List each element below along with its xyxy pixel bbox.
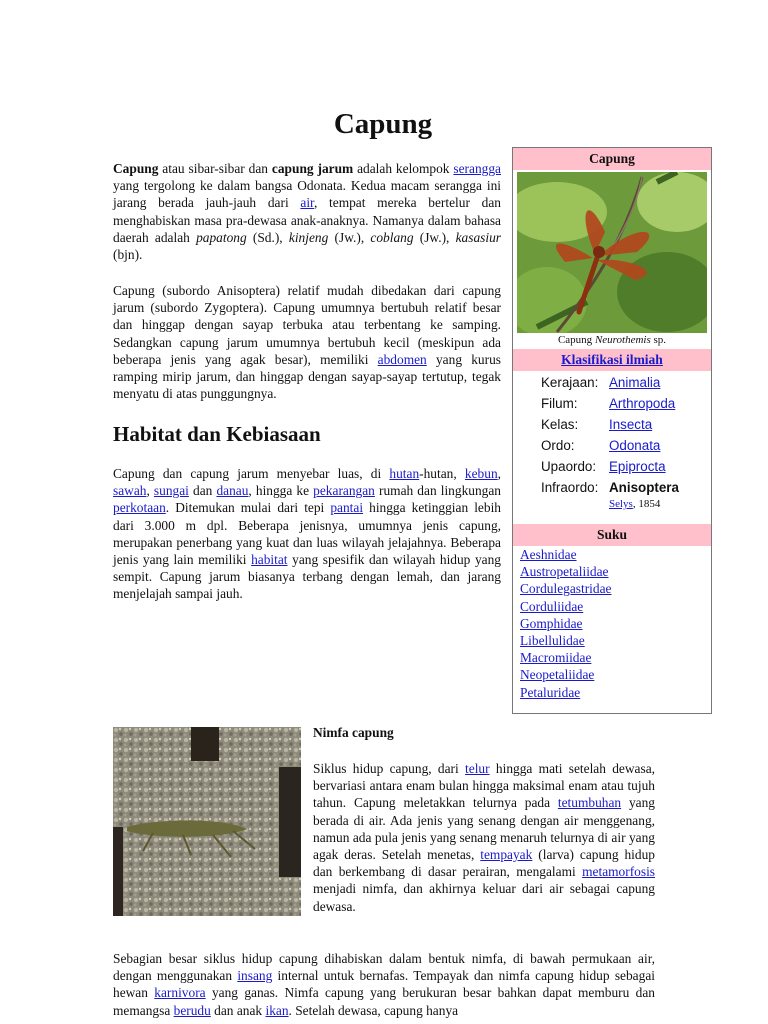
habitat-paragraph — [113, 465, 501, 603]
classification-row-infraordo — [513, 480, 711, 510]
family-link[interactable]: Corduliidae — [520, 598, 584, 614]
link-ikan[interactable]: ikan — [265, 1002, 289, 1018]
family-item — [520, 684, 711, 701]
family-link[interactable]: Libellulidae — [520, 633, 585, 649]
local-name: kinjeng — [288, 229, 329, 245]
family-item — [520, 546, 711, 563]
text: (larva) capung hidup dan berkembang di dasar perairan, mengalami — [313, 847, 655, 880]
text: menjadi nimfa, dan akhirnya keluar dari air sebagai capung dewasa. — [313, 881, 655, 914]
dragonfly-photo — [517, 172, 707, 333]
text: yang berada di air. Ada jenis yang senang dengan air menggenang, namun ada pula jenis yang senang menaruh telurnya di air yang agak deras. Setelah menetas, — [313, 795, 655, 863]
link-metamorfosis[interactable]: metamorfosis — [582, 864, 655, 880]
caption-text: sp. — [650, 334, 667, 346]
rank-label: Infraordo: — [541, 480, 599, 495]
family-link[interactable]: Petaluridae — [520, 684, 581, 700]
author-year: , 1854 — [632, 498, 661, 510]
family-link[interactable]: Gomphidae — [520, 615, 583, 631]
link-pantai[interactable]: pantai — [330, 500, 364, 516]
caption-text: Capung — [557, 334, 595, 346]
local-name: coblang — [370, 229, 414, 245]
link-perkotaan[interactable]: perkotaan — [113, 500, 166, 516]
text: dan anak — [210, 1002, 266, 1018]
nymph-photo — [113, 727, 301, 916]
family-item — [520, 666, 711, 683]
rank-label: Upaordo: — [541, 459, 597, 474]
family-item — [520, 632, 711, 649]
text: Capung dan capung jarum menyebar luas, di — [113, 466, 390, 481]
link-klasifikasi-ilmiah[interactable]: Klasifikasi ilmiah — [561, 352, 663, 367]
text: (bjn). — [113, 247, 143, 263]
link-sawah[interactable]: sawah — [113, 483, 147, 499]
term-capung-jarum: capung jarum — [271, 161, 354, 176]
taxon-link[interactable]: Epiprocta — [609, 459, 666, 474]
text: (Sd.), — [246, 229, 289, 245]
family-link[interactable]: Cordulegastridae — [520, 581, 612, 597]
taxon-name: Anisoptera — [609, 480, 679, 495]
family-link[interactable]: Aeshnidae — [520, 547, 577, 562]
rank-label: Filum: — [541, 396, 578, 411]
link-air[interactable]: air — [300, 195, 314, 211]
link-tetumbuhan[interactable]: tetumbuhan — [557, 795, 622, 811]
text: . Ditemukan mulai dari tepi — [165, 500, 331, 516]
classification-row — [513, 396, 711, 417]
suku-header: Suku — [513, 524, 711, 546]
text: internal untuk bernafas. Tempayak dan nimfa capung hidup sebagai hewan — [113, 968, 655, 1001]
text: Capung (subordo Anisoptera) relatif mudah dibedakan dari capung jarum (subordo Zygoptera). Capung umumnya bertubuh relatif besar dan hinggap dengan sayap terbuka atau terbentang ke samping. Sedangkan capung jarum umumnya bertubuh kecil (meskipun ada beberapa jenis yang agak besar), memiliki — [113, 283, 501, 367]
family-list — [513, 546, 711, 701]
link-danau[interactable]: danau — [216, 483, 249, 499]
text: Siklus hidup capung, dari — [313, 761, 466, 776]
text: yang ganas. Nimfa capung yang berukuran besar bahkan dapat memburu dan memangsa — [113, 985, 656, 1018]
lifecycle-paragraph — [313, 760, 655, 915]
taxobox-caption — [513, 333, 711, 347]
caption-genus: Neurothemis — [594, 334, 651, 346]
family-item — [520, 598, 711, 615]
family-link[interactable]: Macromiidae — [520, 650, 592, 666]
text: Sebagian besar siklus hidup capung dihabiskan dalam bentuk nimfa, di bawah permukaan air, dengan menggunakan — [113, 951, 655, 984]
text: atau sibar-sibar dan — [158, 161, 272, 176]
taxon-link[interactable]: Odonata — [609, 438, 661, 453]
local-name: kasasiur — [455, 229, 501, 245]
link-tempayak[interactable]: tempayak — [480, 847, 533, 863]
classification-row — [513, 438, 711, 459]
text: -hutan, — [419, 466, 465, 481]
rank-label: Ordo: — [541, 438, 575, 453]
intro-paragraph — [113, 160, 501, 263]
classification-table — [513, 375, 711, 510]
link-sungai[interactable]: sungai — [153, 483, 189, 499]
taxobox — [512, 147, 712, 714]
link-selys[interactable]: Selys — [609, 498, 633, 510]
nymph-caption-title: Nimfa capung — [313, 725, 394, 740]
family-item — [520, 615, 711, 632]
text: , — [146, 483, 154, 499]
nymph-life-paragraph — [113, 950, 655, 1019]
text: (Jw.), — [328, 229, 371, 245]
link-karnivora[interactable]: karnivora — [154, 985, 206, 1001]
family-link[interactable]: Neopetaliidae — [520, 667, 595, 683]
text: hingga mati setelah dewasa, bervariasi antara enam bulan hingga maksimal enam atau tujuh tahun. Capung meletakkan telurnya pada — [313, 761, 655, 811]
text: dan — [188, 483, 217, 499]
family-item — [520, 563, 711, 580]
text: . Setelah dewasa, capung hanya — [288, 1002, 459, 1018]
text: , tempat mereka bertelur dan menghabiskan masa pra-dewasa anak-anaknya. Namanya dalam bahasa daerah adalah — [113, 195, 501, 245]
link-pekarangan[interactable]: pekarangan — [313, 483, 375, 499]
link-serangga[interactable]: serangga — [453, 161, 501, 176]
link-abdomen[interactable]: abdomen — [377, 351, 427, 367]
rank-label: Kelas: — [541, 417, 579, 432]
text: yang spesifik dan wilayah hidup yang sempit. Capung jarum biasanya terbang dengan lemah, dan jarang menjelajah sampai jauh. — [113, 552, 501, 602]
description-paragraph — [113, 282, 501, 402]
text: yang tergolong ke dalam bangsa Odonata. Kedua macam serangga ini jarang berada jauh-jauh dari — [113, 178, 501, 211]
term-capung: Capung — [113, 161, 159, 176]
page-title: Capung — [333, 108, 433, 140]
rank-label: Kerajaan: — [541, 375, 599, 390]
taxon-link[interactable]: Animalia — [609, 375, 661, 390]
local-name: papatong — [196, 229, 247, 245]
link-kebun[interactable]: kebun — [464, 466, 498, 481]
text: yang kurus ramping mirip jarum, dan hinggap dengan sayap-sayap tertutup, tegak menyatu di atas punggungnya. — [113, 351, 501, 402]
link-hutan[interactable]: hutan — [389, 466, 420, 481]
habitat-heading: Habitat dan Kebiasaan — [113, 422, 321, 446]
family-link[interactable]: Austropetaliidae — [520, 564, 609, 580]
text: (Jw.), — [413, 229, 456, 245]
family-item — [520, 649, 711, 666]
link-insang[interactable]: insang — [237, 968, 273, 984]
text: rumah dan lingkungan — [374, 483, 501, 499]
link-telur[interactable]: telur — [465, 761, 490, 776]
family-item — [520, 580, 711, 597]
taxon-link[interactable]: Insecta — [609, 417, 653, 432]
classification-row — [513, 459, 711, 480]
text: , hingga ke — [248, 483, 314, 499]
taxon-link[interactable]: Arthropoda — [609, 396, 676, 411]
text: , — [497, 466, 502, 481]
link-habitat[interactable]: habitat — [251, 552, 288, 568]
classification-row — [513, 417, 711, 438]
taxobox-title: Capung — [513, 148, 711, 170]
text: adalah kelompok — [353, 161, 454, 176]
classification-row — [513, 375, 711, 396]
link-berudu[interactable]: berudu — [173, 1002, 211, 1018]
text: hingga ketinggian lebih dari 3.000 m dpl. Beberapa jenisnya, umumnya jenis capung, merupakan penerbang yang kuat dan luas wilayah jelajahnya. Beberapa jenis yang lain memiliki — [113, 500, 501, 568]
